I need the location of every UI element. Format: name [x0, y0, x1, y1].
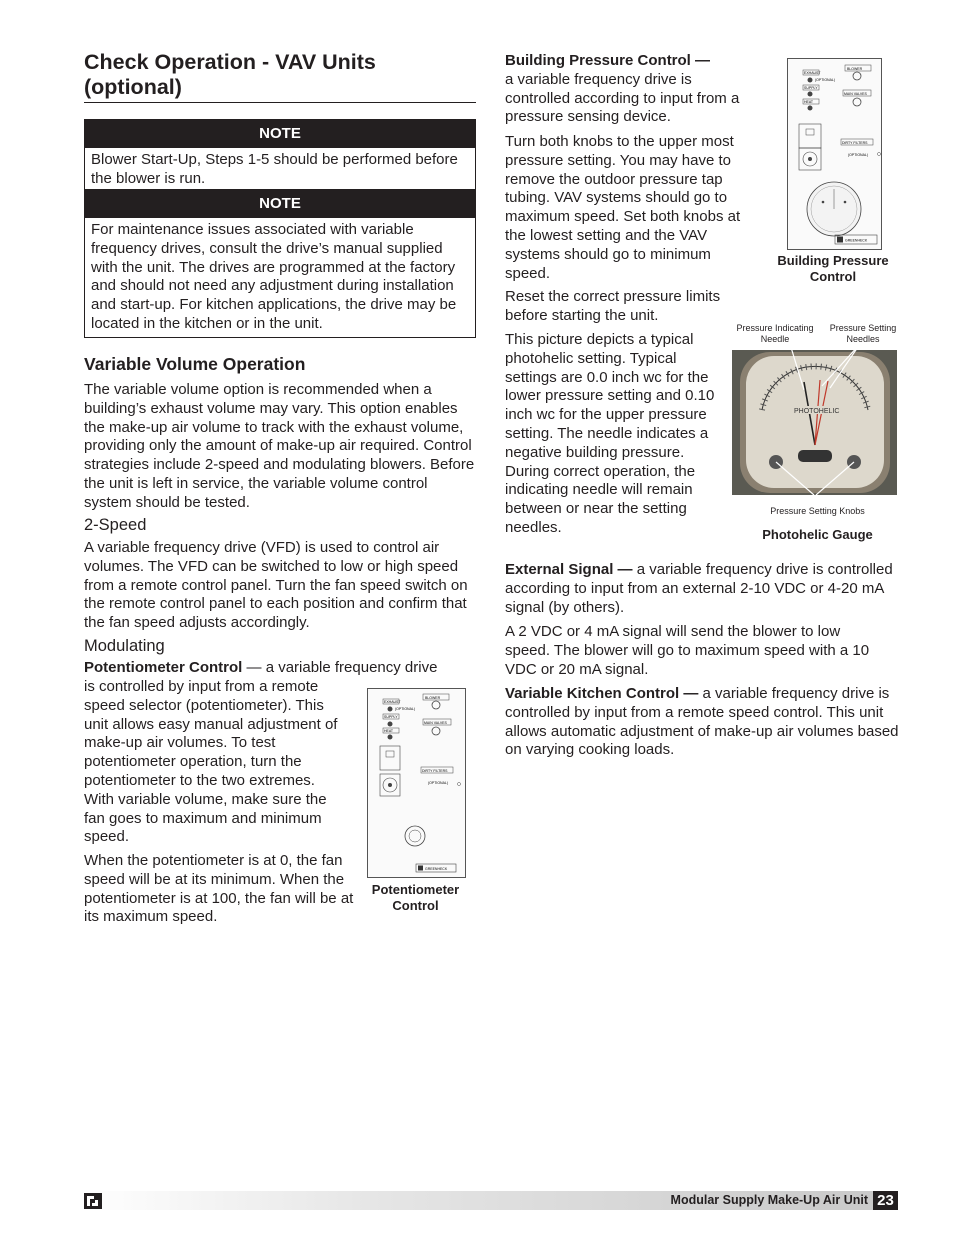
note-heading: NOTE [85, 120, 475, 148]
note-box-1 [84, 119, 476, 193]
photohelic-paragraph: This picture depicts a typical photohelic setting. Typical settings are 0.0 inch wc for the lower pressure setting and 0.10 inch wc for the upper pressure setting. The needle indicates a negative building pressure. During correct operation, the indicating needle will remain between or near the setting needles. [505, 331, 715, 536]
svg-text:BLOWER: BLOWER [847, 67, 863, 71]
potentiometer-caption: Potentiometer Control [371, 882, 460, 913]
potentiometer-paragraph [84, 659, 476, 678]
photohelic-caption: Photohelic Gauge [762, 527, 873, 542]
svg-text:GREENHECK: GREENHECK [845, 238, 868, 243]
potentiometer-text: is controlled by input from a remote speed selector (potentiometer). This unit allows easy manual adjustment of make-up air volumes. To test potentiometer operation, turn the potentiometer to the two extremes. With variable volume, make sure the fan goes to maximum and minimum speed. [84, 678, 338, 846]
title-divider [84, 102, 476, 103]
building-pressure-panel-drawing [788, 59, 881, 249]
svg-text:SUPPLY: SUPPLY [384, 715, 398, 719]
panel-label-exhaust: EXHAUST [384, 700, 401, 704]
potentiometer-panel-drawing [368, 689, 465, 877]
svg-text:HEAT: HEAT [384, 729, 394, 733]
building-pressure-p2: Turn both knobs to the upper most pressure setting. You may have to remove the outdoor pressure tap tubing. VAV systems should go to maximum speed. Set both knobs at the lowest setting and the VAV systems should go to minimum speed. [505, 133, 741, 282]
svg-text:(OPTIONAL): (OPTIONAL) [395, 707, 416, 711]
external-signal-label: External Signal — [505, 561, 633, 578]
label-pressure-indicating-needle: Pressure Indicating Needle [736, 323, 814, 344]
svg-text:MAIN VALVES: MAIN VALVES [844, 92, 867, 96]
svg-text:DIRTY FILTERS: DIRTY FILTERS [422, 769, 448, 773]
building-pressure-label: Building Pressure Control — [505, 52, 711, 69]
svg-text:MAIN VALVES: MAIN VALVES [424, 721, 447, 725]
building-pressure-panel [787, 58, 882, 250]
building-pressure-text: a variable frequency drive is controlled according to input from a pressure sensing device. [505, 70, 740, 126]
building-pressure-caption: Building Pressure Control [777, 253, 889, 284]
svg-text:DIRTY FILTERS: DIRTY FILTERS [842, 141, 868, 145]
svg-text:EXHAUST: EXHAUST [804, 71, 821, 75]
potentiometer-label: Potentiometer Control [84, 659, 243, 676]
note-box-2 [84, 189, 476, 338]
svg-text:BLOWER: BLOWER [425, 696, 441, 700]
greenheck-logo-icon [84, 1193, 102, 1214]
potentiometer-control-panel [367, 688, 466, 878]
svg-text:(OPTIONAL): (OPTIONAL) [848, 153, 869, 157]
note-heading: NOTE [85, 190, 475, 218]
photohelic-gauge-drawing [732, 350, 897, 495]
page-number: 23 [873, 1191, 898, 1210]
svg-text:SUPPLY: SUPPLY [804, 86, 818, 90]
section-heading-variable-volume: Variable Volume Operation [84, 354, 306, 374]
two-speed-text: A variable frequency drive (VFD) is used to control air volumes. The VFD can be switched to low or high speed from a remote control panel. Turn the fan speed switch on the remote control panel to each position and confirm that the fan speed adjusts accordingly. [84, 539, 468, 632]
external-signal-p2: A 2 VDC or 4 mA signal will send the blower to low speed. The blower will go to maximum speed with a 10 VDC or 20 mA signal. [505, 623, 870, 678]
label-pressure-setting-needles: Pressure Setting Needles [829, 323, 897, 344]
potentiometer-dash: — [242, 659, 266, 676]
svg-text:PHOTOHELIC: PHOTOHELIC [794, 408, 840, 415]
page-title: Check Operation - VAV Units (optional) [84, 50, 376, 99]
svg-text:HEAT: HEAT [804, 100, 814, 104]
kitchen-control-label: Variable Kitchen Control — [505, 685, 699, 702]
svg-text:GREENHECK: GREENHECK [425, 867, 448, 871]
external-signal-paragraph [505, 561, 897, 617]
building-pressure-paragraph [505, 52, 755, 127]
external-signal-text: a variable frequency drive is controlled according to input from an external 2-10 VDC or 4-20 mA signal (by others). [505, 561, 893, 616]
label-pressure-setting-knobs: Pressure Setting Knobs [770, 506, 865, 516]
potentiometer-first-line: a variable frequency drive [265, 659, 438, 676]
svg-text:(OPTIONAL): (OPTIONAL) [815, 78, 836, 82]
footer-document-title: Modular Supply Make-Up Air Unit [670, 1193, 868, 1207]
potentiometer-text-2: When the potentiometer is at 0, the fan speed will be at its minimum. When the potentiometer is at 100, the fan will be at its maximum speed. [84, 852, 354, 926]
variable-volume-intro: The variable volume option is recommended when a building’s exhaust volume may vary. This option enables the make-up air volume to track with the exhaust volume, providing only the amount of make-up air required. Control strategies include 2-speed and modulating blowers. Before the unit is left in service, the variable volume control system should be tested. [84, 381, 475, 511]
note-text: Blower Start-Up, Steps 1-5 should be performed before the blower is run. [91, 151, 458, 187]
svg-text:(OPTIONAL): (OPTIONAL) [428, 781, 449, 785]
kitchen-control-paragraph [505, 685, 900, 760]
kitchen-control-text: a variable frequency drive is controlled by input from a remote speed control. This unit allows automatic adjustment of make-up air volumes based on varying cooking loads. [505, 685, 899, 759]
subheading-modulating: Modulating [84, 637, 165, 655]
note-text: For maintenance issues associated with variable frequency drives, consult the drive’s manual supplied with the unit. The drives are programmed at the factory and should not need any adjustment during installation and start-up. For kitchen applications, the drive may be located in the kitchen or in the unit. [91, 221, 457, 332]
building-pressure-p3: Reset the correct pressure limits before starting the unit. [505, 288, 721, 324]
photohelic-gauge-photo [732, 350, 897, 495]
subheading-2-speed: 2-Speed [84, 516, 147, 534]
